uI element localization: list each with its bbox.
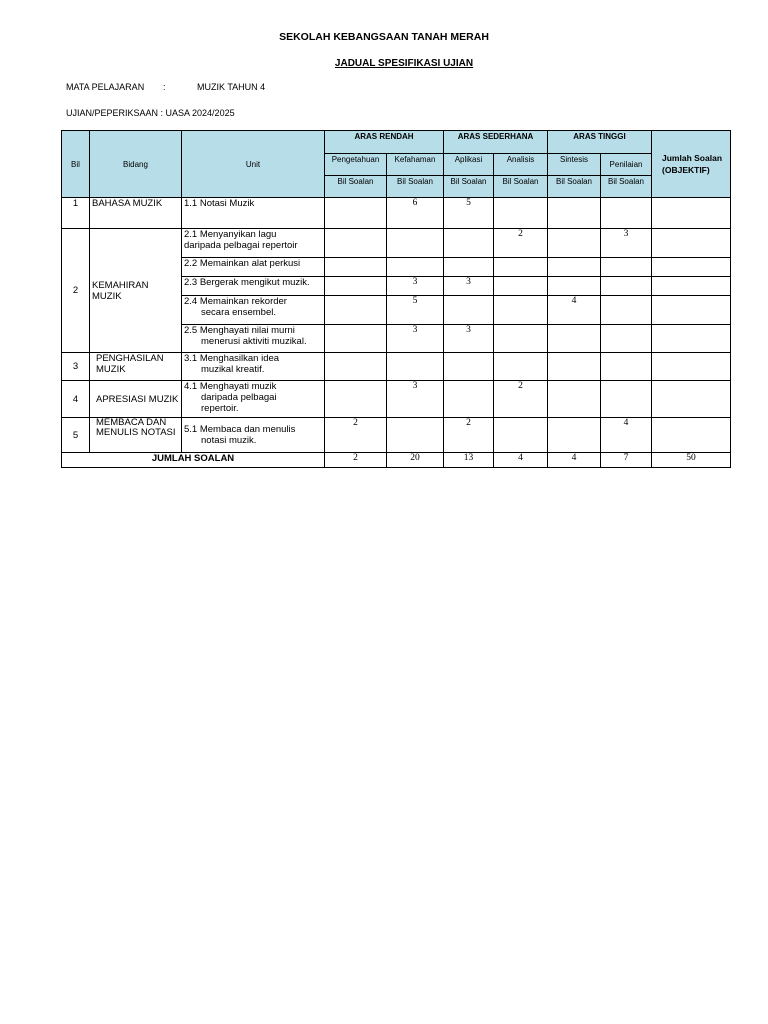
cell-pengetahuan	[325, 277, 387, 296]
header-sintesis: Sintesis	[548, 154, 601, 176]
cell-pengetahuan	[325, 198, 387, 229]
unit-text: 4.1 Menghayati muzik	[184, 381, 277, 392]
unit-text-cont: daripada pelbagai repertoir	[184, 240, 298, 251]
cell-analisis	[494, 258, 548, 277]
cell-kefahaman	[387, 418, 444, 453]
row-bil: 2	[62, 229, 90, 353]
row-bil: 1	[62, 198, 90, 229]
header-bidang: Bidang	[90, 131, 182, 198]
total-label: JUMLAH SOALAN	[62, 453, 325, 468]
cell-sintesis	[548, 198, 601, 229]
cell-sintesis	[548, 229, 601, 258]
row-bidang: BAHASA MUZIK	[90, 198, 182, 229]
cell-penilaian: 3	[601, 229, 652, 258]
unit-text-cont: secara ensembel.	[201, 307, 276, 318]
cell-sintesis	[548, 325, 601, 353]
header-bil-soalan: Bil Soalan	[444, 176, 494, 198]
cell-pengetahuan	[325, 229, 387, 258]
total-kefahaman: 20	[387, 453, 444, 468]
cell-jumlah	[652, 353, 731, 381]
row-unit	[182, 381, 325, 418]
cell-sintesis: 4	[548, 296, 601, 325]
row-unit	[182, 418, 325, 453]
row-bidang: MEMBACA DAN MENULIS NOTASI	[90, 418, 182, 453]
cell-sintesis	[548, 258, 601, 277]
row-unit	[182, 296, 325, 325]
document-title: JADUAL SPESIFIKASI UJIAN	[334, 58, 474, 69]
cell-kefahaman: 6	[387, 198, 444, 229]
header-aplikasi: Aplikasi	[444, 154, 494, 176]
cell-penilaian	[601, 296, 652, 325]
row-bidang: KEMAHIRAN MUZIK	[90, 229, 182, 353]
cell-kefahaman	[387, 258, 444, 277]
row-unit	[182, 353, 325, 381]
header-bil-soalan: Bil Soalan	[494, 176, 548, 198]
cell-analisis	[494, 353, 548, 381]
total-analisis: 4	[494, 453, 548, 468]
table-row	[62, 353, 731, 381]
cell-penilaian: 4	[601, 418, 652, 453]
subject-separator: :	[163, 82, 166, 92]
unit-text: 2.5 Menghayati nilai murni	[184, 325, 295, 336]
cell-aplikasi: 2	[444, 418, 494, 453]
unit-text: 3.1 Menghasilkan idea	[184, 353, 280, 364]
header-bil-soalan: Bil Soalan	[601, 176, 652, 198]
cell-aplikasi: 5	[444, 198, 494, 229]
cell-aplikasi	[444, 296, 494, 325]
table-row	[62, 381, 731, 418]
unit-text: 1.1 Notasi Muzik	[184, 198, 255, 209]
header-kefahaman: Kefahaman	[387, 154, 444, 176]
unit-text-cont: notasi muzik.	[201, 435, 257, 446]
unit-text: 5.1 Membaca dan menulis	[184, 424, 296, 435]
cell-penilaian	[601, 353, 652, 381]
cell-pengetahuan	[325, 353, 387, 381]
header-bil: Bil	[62, 131, 90, 198]
row-unit	[182, 229, 325, 258]
cell-jumlah	[652, 418, 731, 453]
row-unit	[182, 258, 325, 277]
header-bil-soalan: Bil Soalan	[548, 176, 601, 198]
total-penilaian: 7	[601, 453, 652, 468]
unit-text-cont: muzikal kreatif.	[201, 364, 265, 375]
cell-sintesis	[548, 381, 601, 418]
row-bil: 3	[62, 353, 90, 381]
cell-penilaian	[601, 258, 652, 277]
cell-kefahaman: 3	[387, 277, 444, 296]
header-analisis: Analisis	[494, 154, 548, 176]
cell-penilaian	[601, 381, 652, 418]
unit-text-cont: menerusi aktiviti muzikal.	[201, 336, 307, 347]
cell-jumlah	[652, 198, 731, 229]
cell-penilaian	[601, 277, 652, 296]
cell-aplikasi	[444, 353, 494, 381]
cell-analisis	[494, 325, 548, 353]
cell-analisis: 2	[494, 229, 548, 258]
cell-aplikasi: 3	[444, 325, 494, 353]
cell-aplikasi: 3	[444, 277, 494, 296]
cell-sintesis	[548, 277, 601, 296]
cell-analisis	[494, 277, 548, 296]
cell-kefahaman	[387, 353, 444, 381]
cell-aplikasi	[444, 229, 494, 258]
row-bil: 4	[62, 381, 90, 418]
subject-label: MATA PELAJARAN	[66, 82, 145, 92]
table-row	[62, 229, 731, 258]
row-bil: 5	[62, 418, 90, 453]
cell-analisis	[494, 418, 548, 453]
row-unit	[182, 277, 325, 296]
cell-kefahaman	[387, 229, 444, 258]
unit-text: 2.3 Bergerak mengikut muzik.	[184, 277, 310, 288]
header-aras-tinggi: ARAS TINGGI	[548, 131, 652, 154]
cell-analisis	[494, 198, 548, 229]
unit-text-cont: daripada pelbagai	[201, 392, 277, 403]
cell-jumlah	[652, 229, 731, 258]
table-row	[62, 418, 731, 453]
exam-line: UJIAN/PEPERIKSAAN : UASA 2024/2025	[66, 108, 235, 118]
school-name: SEKOLAH KEBANGSAAN TANAH MERAH	[279, 31, 489, 43]
cell-analisis	[494, 296, 548, 325]
cell-sintesis	[548, 353, 601, 381]
cell-jumlah	[652, 277, 731, 296]
header-bil-soalan: Bil Soalan	[387, 176, 444, 198]
total-pengetahuan: 2	[325, 453, 387, 468]
total-row	[62, 453, 731, 468]
header-aras-sederhana: ARAS SEDERHANA	[444, 131, 548, 154]
cell-analisis: 2	[494, 381, 548, 418]
subject-value: MUZIK TAHUN 4	[197, 82, 266, 92]
header-penilaian: Penilaian	[601, 154, 652, 176]
cell-kefahaman: 3	[387, 325, 444, 353]
header-jumlah-soalan: Jumlah Soalan (OBJEKTIF)	[652, 131, 731, 198]
cell-sintesis	[548, 418, 601, 453]
cell-jumlah	[652, 325, 731, 353]
total-jumlah: 50	[652, 453, 731, 468]
cell-penilaian	[601, 325, 652, 353]
cell-kefahaman: 3	[387, 381, 444, 418]
header-unit: Unit	[182, 131, 325, 198]
cell-aplikasi	[444, 381, 494, 418]
row-unit	[182, 325, 325, 353]
row-bidang: PENGHASILAN MUZIK	[90, 353, 182, 381]
row-bidang: APRESIASI MUZIK	[90, 381, 182, 418]
unit-text-cont: repertoir.	[201, 403, 239, 414]
unit-text: 2.1 Menyanyikan lagu	[184, 229, 277, 240]
table-row	[62, 198, 731, 229]
cell-jumlah	[652, 381, 731, 418]
cell-jumlah	[652, 258, 731, 277]
header-pengetahuan: Pengetahuan	[325, 154, 387, 176]
header-bil-soalan: Bil Soalan	[325, 176, 387, 198]
cell-jumlah	[652, 296, 731, 325]
cell-pengetahuan	[325, 258, 387, 277]
cell-penilaian	[601, 198, 652, 229]
cell-pengetahuan: 2	[325, 418, 387, 453]
cell-pengetahuan	[325, 296, 387, 325]
total-sintesis: 4	[548, 453, 601, 468]
unit-text: 2.4 Memainkan rekorder	[184, 296, 287, 307]
cell-kefahaman: 5	[387, 296, 444, 325]
cell-pengetahuan	[325, 325, 387, 353]
row-unit	[182, 198, 325, 229]
cell-pengetahuan	[325, 381, 387, 418]
total-aplikasi: 13	[444, 453, 494, 468]
header-aras-rendah: ARAS RENDAH	[325, 131, 444, 154]
cell-aplikasi	[444, 258, 494, 277]
unit-text: 2.2 Memainkan alat perkusi	[184, 258, 301, 269]
specification-table	[61, 130, 731, 468]
